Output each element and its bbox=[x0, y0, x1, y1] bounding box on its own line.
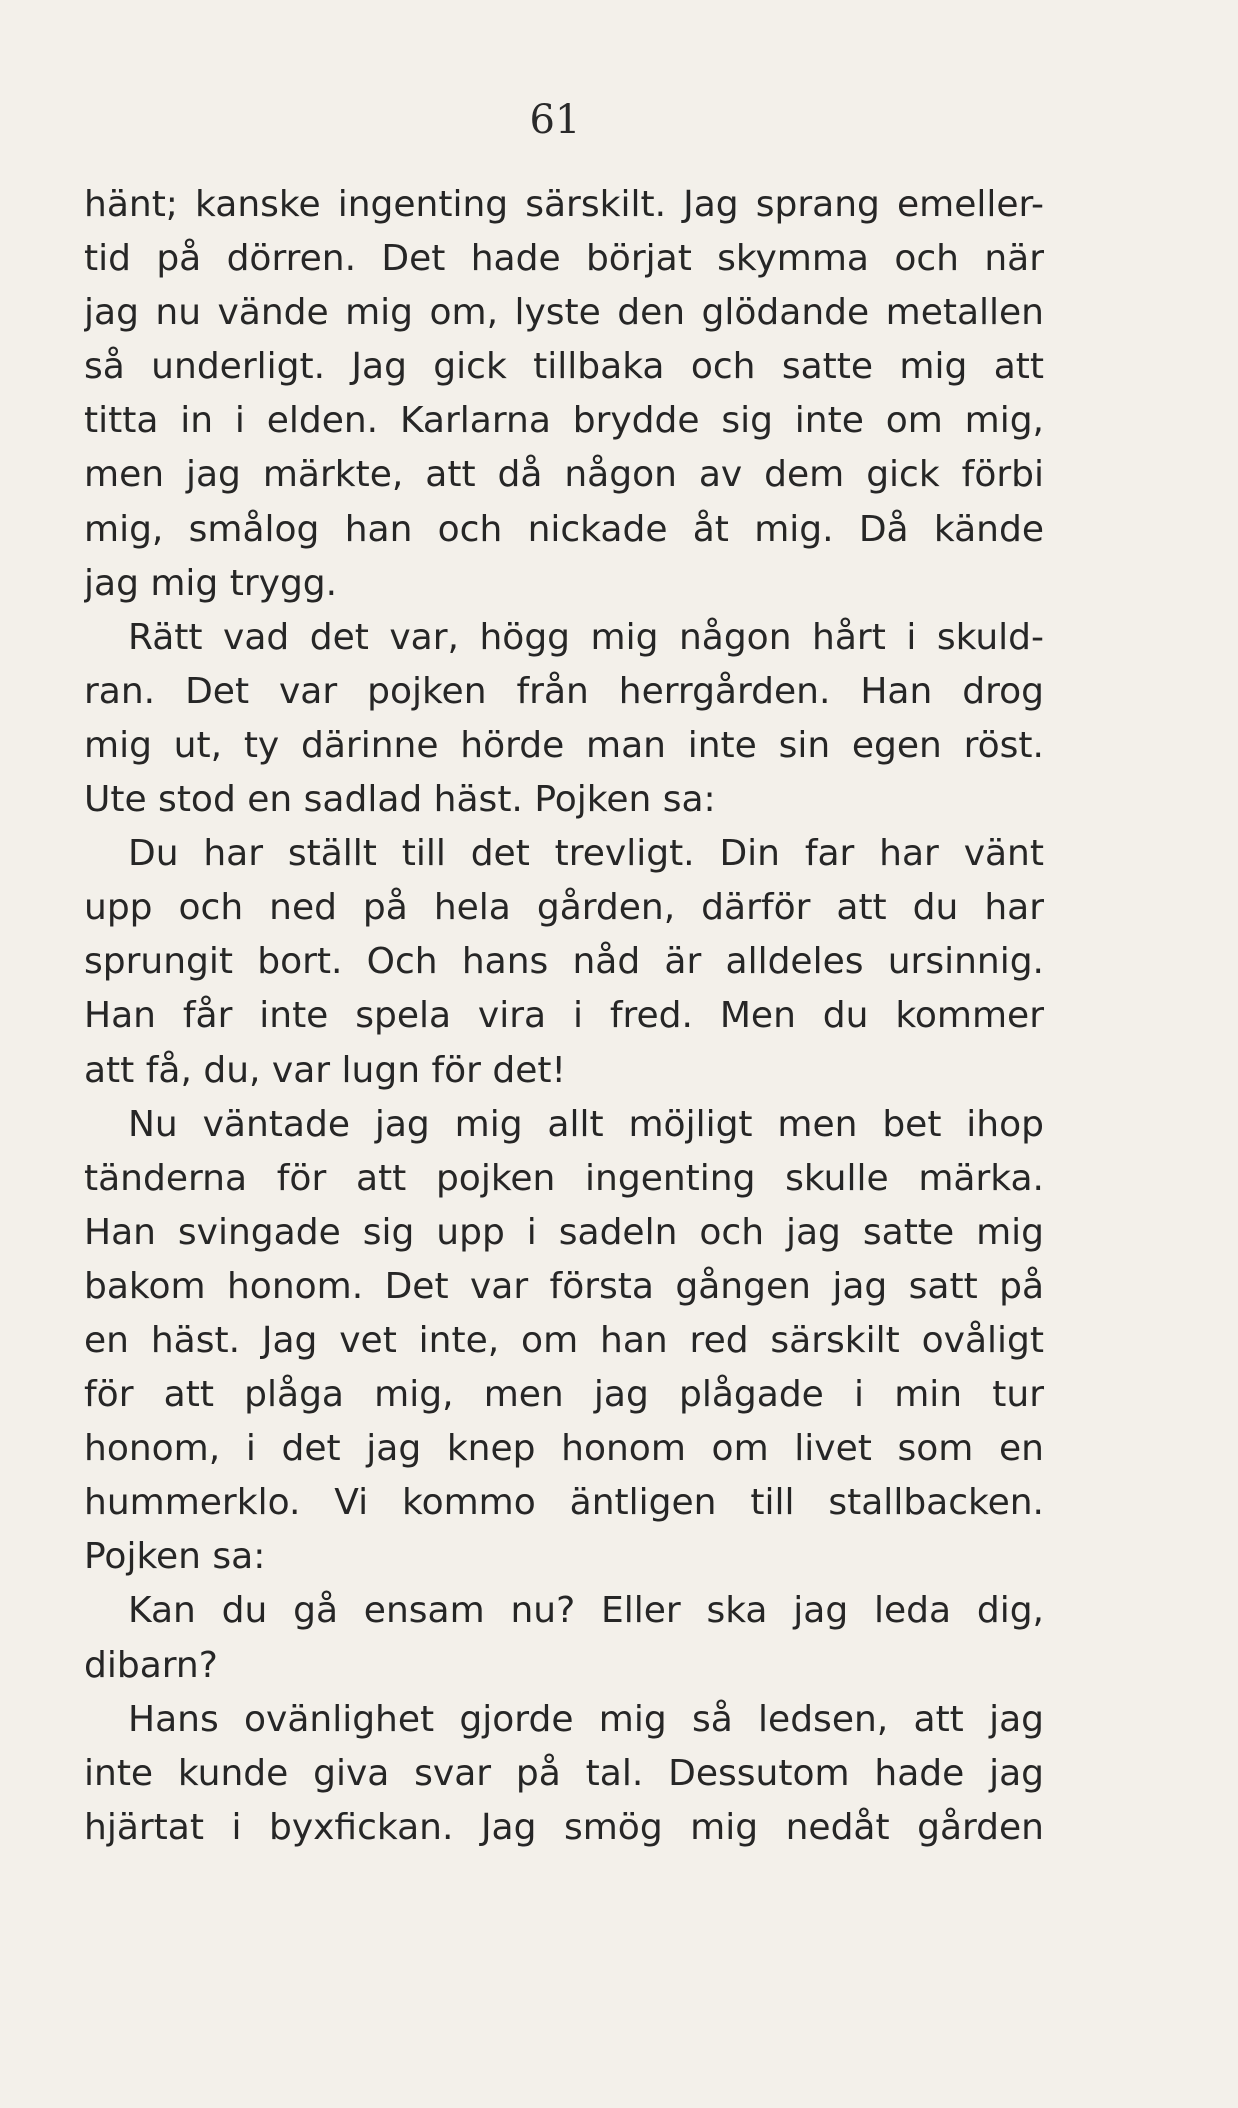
text-line: hänt; kanske ingenting särskilt. Jag sprang emeller- bbox=[84, 184, 1044, 225]
text-line: att få, du, var lugn för det! bbox=[84, 1049, 566, 1091]
text-line: Du har ställt till det trevligt. Din far har vänt bbox=[128, 833, 1044, 875]
text-line: men jag märkte, att då någon av dem gick förbi bbox=[84, 454, 1044, 496]
text-line: jag nu vände mig om, lyste den glödande metallen bbox=[84, 292, 1044, 334]
text-line: Kan du gå ensam nu? Eller ska jag leda dig, bbox=[128, 1590, 1044, 1632]
page-number: 61 bbox=[529, 97, 581, 143]
text-line: bakom honom. Det var första gången jag satt på bbox=[84, 1265, 1044, 1307]
text-line: Pojken sa: bbox=[84, 1536, 266, 1578]
text-line: hjärtat i byxfickan. Jag smög mig nedåt gården bbox=[84, 1806, 1044, 1848]
text-line: jag mig trygg. bbox=[84, 562, 338, 604]
text-line: tid på dörren. Det hade börjat skymma och när bbox=[84, 238, 1044, 280]
text-line: så underligt. Jag gick tillbaka och satte mig att bbox=[84, 346, 1044, 388]
text-line: sprungit bort. Och hans nåd är alldeles ursinnig. bbox=[84, 941, 1044, 983]
text-line: ran. Det var pojken från herrgården. Han drog bbox=[84, 670, 1044, 712]
text-line: Rätt vad det var, högg mig någon hårt i skuld- bbox=[128, 616, 1044, 658]
text-line: honom, i det jag knep honom om livet som en bbox=[84, 1428, 1044, 1470]
text-line: tänderna för att pojken ingenting skulle märka. bbox=[84, 1157, 1044, 1199]
text-line: Nu väntade jag mig allt möjligt men bet ihop bbox=[128, 1103, 1044, 1145]
text-line: Han svingade sig upp i sadeln och jag satte mig bbox=[84, 1211, 1044, 1253]
text-line: mig ut, ty därinne hörde man inte sin egen röst. bbox=[84, 724, 1044, 766]
text-line: titta in i elden. Karlarna brydde sig inte om mig, bbox=[84, 400, 1044, 442]
text-line: Ute stod en sadlad häst. Pojken sa: bbox=[84, 779, 716, 821]
text-line: Han får inte spela vira i fred. Men du kommer bbox=[84, 995, 1044, 1037]
text-line: dibarn? bbox=[84, 1644, 218, 1686]
text-line: för att plåga mig, men jag plågade i min tur bbox=[84, 1374, 1044, 1416]
text-line: mig, smålog han och nickade åt mig. Då kände bbox=[84, 508, 1044, 550]
text-line: inte kunde giva svar på tal. Dessutom hade jag bbox=[84, 1752, 1044, 1794]
text-line: en häst. Jag vet inte, om han red särskilt ovåligt bbox=[84, 1319, 1044, 1361]
text-line: hummerklo. Vi kommo äntligen till stallbacken. bbox=[84, 1482, 1044, 1524]
body-text bbox=[84, 178, 1044, 1855]
text-line: upp och ned på hela gården, därför att du har bbox=[84, 887, 1044, 929]
text-line: Hans ovänlighet gjorde mig så ledsen, att jag bbox=[128, 1698, 1044, 1740]
